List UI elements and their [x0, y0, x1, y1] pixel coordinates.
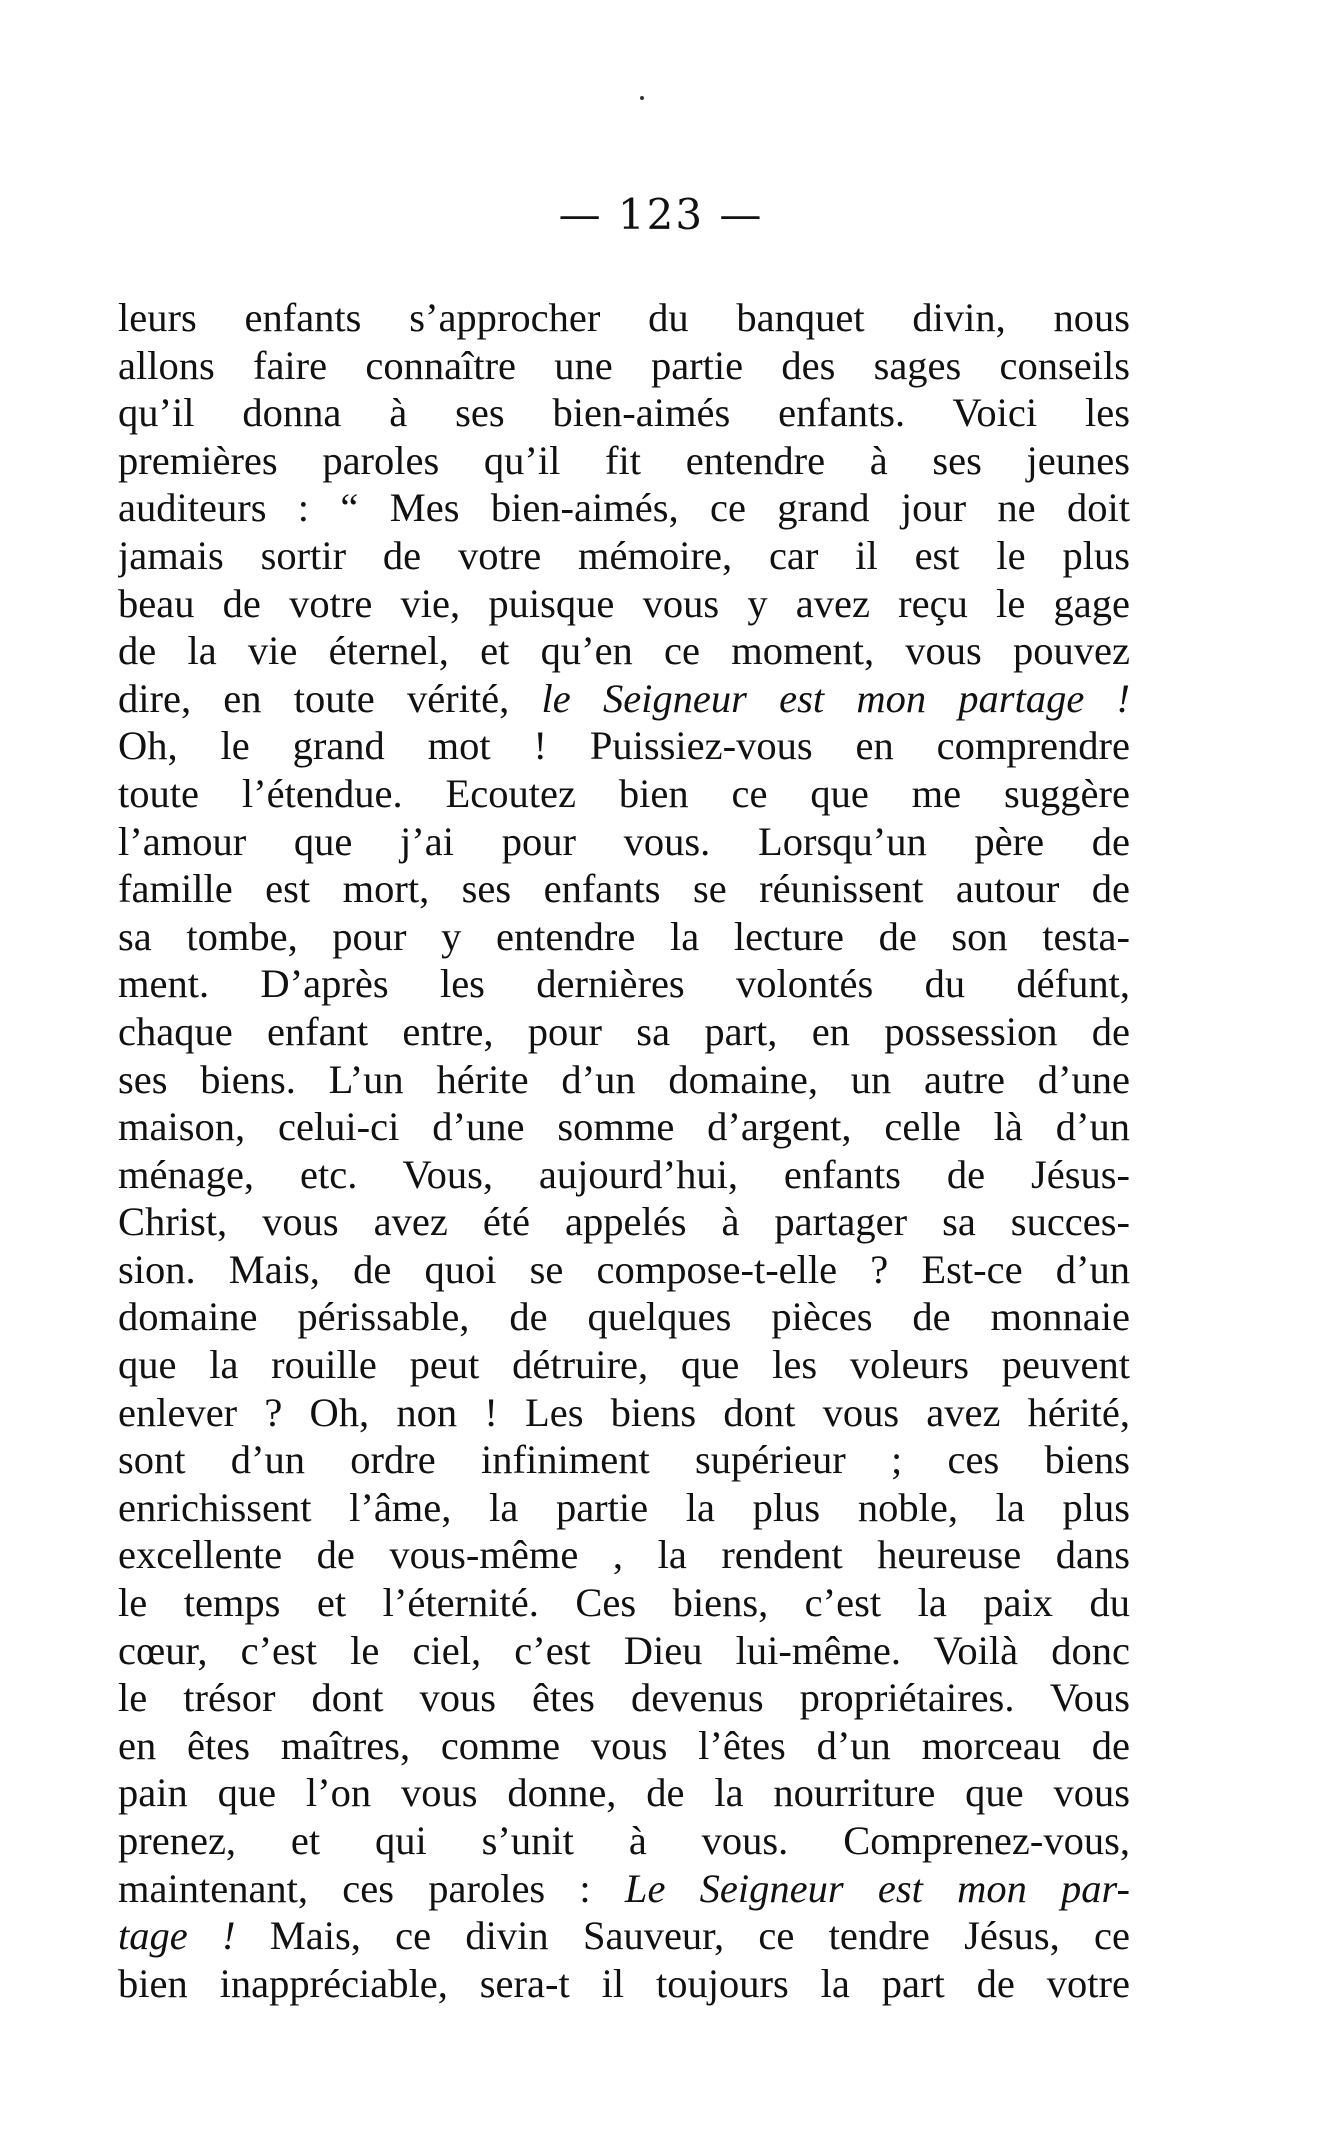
text-run: en êtes maîtres, comme vous l’êtes d’un morceau de	[118, 1722, 1130, 1768]
body-text	[118, 294, 1130, 2007]
text-line	[118, 865, 1130, 913]
text-line	[118, 1865, 1130, 1913]
text-line	[118, 294, 1130, 342]
text-line	[118, 1627, 1130, 1675]
text-run: le trésor dont vous êtes devenus propriétaires. Vous	[118, 1675, 1130, 1721]
italic-text: Le Seigneur est mon par-	[624, 1865, 1130, 1911]
text-line	[118, 1722, 1130, 1770]
text-run: allons faire connaître une partie des sages conseils	[118, 342, 1130, 388]
text-run: Oh, le grand mot ! Puissiez-vous en comprendre	[118, 723, 1130, 769]
text-line	[118, 1056, 1130, 1104]
text-line	[118, 960, 1130, 1008]
text-run: maintenant, ces paroles :	[118, 1865, 625, 1911]
text-run: que la rouille peut détruire, que les voleurs peuvent	[118, 1342, 1130, 1388]
print-speck	[640, 96, 644, 100]
text-line	[118, 1912, 1130, 1960]
text-run: qu’il donna à ses bien-aimés enfants. Voici les	[118, 390, 1130, 436]
text-run: beau de votre vie, puisque vous y avez reçu le gage	[118, 580, 1130, 626]
text-line	[118, 342, 1130, 390]
text-run: ménage, etc. Vous, aujourd’hui, enfants de Jésus-	[118, 1151, 1130, 1197]
text-run: cœur, c’est le ciel, c’est Dieu lui-même. Voilà donc	[118, 1627, 1130, 1673]
text-line	[118, 1436, 1130, 1484]
text-line	[118, 1389, 1130, 1437]
text-run: maison, celui-ci d’une somme d’argent, celle là d’un	[118, 1104, 1130, 1150]
text-line	[118, 1103, 1130, 1151]
text-run: excellente de vous-même , la rendent heureuse dans	[118, 1532, 1130, 1578]
text-line	[118, 1151, 1130, 1199]
text-run: premières paroles qu’il fit entendre à ses jeunes	[118, 437, 1130, 483]
text-line	[118, 1579, 1130, 1627]
text-run: sion. Mais, de quoi se compose-t-elle ? Est-ce d’un	[118, 1246, 1130, 1292]
text-line	[118, 1246, 1130, 1294]
text-line	[118, 580, 1130, 628]
text-line	[118, 1531, 1130, 1579]
text-run: ment. D’après les dernières volontés du défunt,	[118, 961, 1130, 1007]
text-run: sont d’un ordre infiniment supérieur ; ces biens	[118, 1437, 1130, 1483]
text-run: dire, en toute vérité,	[118, 675, 542, 721]
text-run: enlever ? Oh, non ! Les biens dont vous avez hérité,	[118, 1389, 1130, 1435]
text-line	[118, 1008, 1130, 1056]
text-line	[118, 913, 1130, 961]
text-run: leurs enfants s’approcher du banquet divin, nous	[118, 295, 1130, 340]
text-line	[118, 532, 1130, 580]
text-line	[118, 1674, 1130, 1722]
text-line	[118, 1293, 1130, 1341]
text-line	[118, 1484, 1130, 1532]
text-line	[118, 722, 1130, 770]
text-line	[118, 1198, 1130, 1246]
text-line	[118, 627, 1130, 675]
text-line	[118, 1960, 1130, 2008]
text-run: Christ, vous avez été appelés à partager sa succes-	[118, 1199, 1130, 1245]
text-line	[118, 1817, 1130, 1865]
text-run: prenez, et qui s’unit à vous. Comprenez-vous,	[118, 1818, 1130, 1863]
text-run: pain que l’on vous donne, de la nourriture que vous	[118, 1770, 1130, 1816]
text-run: de la vie éternel, et qu’en ce moment, vous pouvez	[118, 628, 1130, 674]
text-run: toute l’étendue. Ecoutez bien ce que me suggère	[118, 770, 1130, 816]
text-line	[118, 1769, 1130, 1817]
text-run: chaque enfant entre, pour sa part, en possession de	[118, 1008, 1130, 1054]
text-run: bien inappréciable, sera-t il toujours la part de votre	[118, 1960, 1130, 2006]
text-run: ses biens. L’un hérite d’un domaine, un autre d’une	[118, 1056, 1130, 1102]
text-line	[118, 770, 1130, 818]
text-line	[118, 437, 1130, 485]
text-line	[118, 675, 1130, 723]
text-run: famille est mort, ses enfants se réunissent autour de	[118, 866, 1130, 912]
text-line	[118, 1341, 1130, 1389]
text-run: auditeurs : “ Mes bien-aimés, ce grand jour ne doit	[118, 485, 1130, 531]
text-run: sa tombe, pour y entendre la lecture de son testa-	[118, 913, 1130, 959]
page-number: — 123 —	[558, 190, 764, 239]
italic-text: tage !	[118, 1913, 236, 1959]
text-line	[118, 818, 1130, 866]
text-run: l’amour que j’ai pour vous. Lorsqu’un père de	[118, 818, 1130, 864]
text-line	[118, 484, 1130, 532]
text-line	[118, 389, 1130, 437]
italic-text: le Seigneur est mon partage !	[541, 675, 1130, 721]
text-run: Mais, ce divin Sauveur, ce tendre Jésus, ce	[235, 1913, 1130, 1959]
text-run: enrichissent l’âme, la partie la plus noble, la plus	[118, 1484, 1130, 1530]
text-run: le temps et l’éternité. Ces biens, c’est la paix du	[118, 1580, 1130, 1626]
text-run: jamais sortir de votre mémoire, car il est le plus	[118, 532, 1130, 578]
text-run: domaine périssable, de quelques pièces de monnaie	[118, 1294, 1130, 1340]
